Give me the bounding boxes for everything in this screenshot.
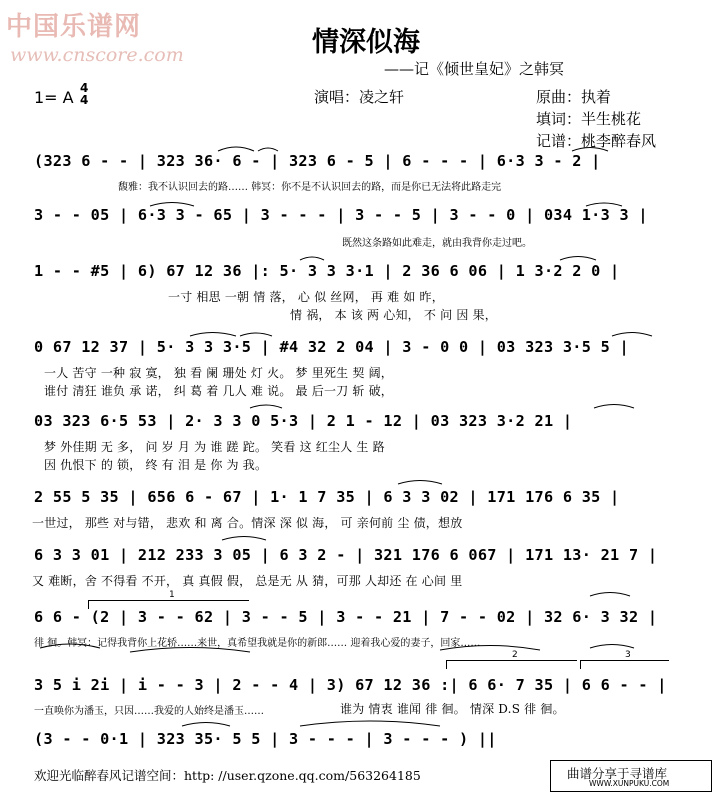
lyrics-line-4a: 一人 苦守 一种 寂 寞， 独 看 阑 珊处 灯 火。 梦 里死生 契 阔，	[44, 366, 394, 380]
narration-line-2: 既然这条路如此难走，就由我背你走过吧。	[342, 238, 532, 249]
volta-label-3: 3	[625, 650, 631, 660]
slur-arc	[612, 333, 652, 337]
lyrics-line-9: 谁为 情衷 谁闻 徘 徊。 情深 D.S 徘 徊。	[340, 702, 565, 716]
slur-arc	[250, 405, 282, 408]
slur-arc	[590, 593, 630, 597]
narration-line-9: 一直唤你为潘玉，只因……我爱的人始终是潘玉……	[34, 706, 264, 717]
footer-source-box	[550, 760, 712, 792]
slur-arc	[240, 333, 272, 336]
slur-arc	[594, 405, 634, 409]
notation-line-4: 0 67 12 37 | 5· 3 3 3·5 | #4 32 2 04 | 3 - 0 0 | 03 323 3·5 5 |	[34, 338, 629, 356]
slur-arc	[300, 721, 440, 726]
key-signature: 1= A	[34, 88, 74, 107]
lyrics-line-6: 一世过， 那些 对与错， 悲欢 和 离 合。情深 深 似 海， 可 亲何前 尘 债，想放	[32, 516, 463, 530]
transcriber-credit: 记谱：桃李醉春风	[536, 132, 657, 150]
notation-line-6: 2 55 5 35 | 656 6 - 67 | 1· 1 7 35 | 6 3 3 02 | 171 176 6 35 |	[34, 488, 620, 506]
lyricist-credit: 填词：半生桃花	[536, 110, 642, 128]
lyrics-line-5a: 梦 外佳期 无 多， 问 岁 月 为 谁 蹉 跎。 笑看 这 红尘人 生 路	[44, 440, 385, 454]
volta-bracket-2	[446, 650, 577, 669]
notation-line-10: (3 - - 0·1 | 323 35· 5 5 | 3 - - - | 3 - - - ) ||	[34, 730, 497, 748]
lyrics-line-3a: 一寸 相思 一朝 情 落， 心 似 丝网， 再 难 如 昨，	[168, 290, 444, 304]
volta-label-2: 2	[512, 650, 518, 660]
lyrics-line-4b: 谁付 清狂 谁负 承 诺， 纠 葛 着 几人 难 说。 最 后一刀 斩 破，	[44, 384, 394, 398]
slur-arc	[222, 537, 266, 541]
narration-line-8: 徘 徊。韩冥：记得我背你上花轿……来世，真希望我就是你的新郎…… 迎着我心爱的妻子，回家……	[34, 638, 481, 649]
singer-credit: 演唱：凌之轩	[314, 88, 405, 106]
lyrics-line-5b: 因 仇恨下 的 锁， 终 有 泪 是 你 为 我。	[44, 458, 268, 472]
notation-line-7: 6 3 3 01 | 212 233 3 05 | 6 3 2 - | 321 176 6 067 | 171 13· 21 7 |	[34, 546, 658, 564]
song-subtitle: ——记《倾世皇妃》之韩冥	[384, 60, 565, 78]
site-url-watermark: www.cnscore.com	[10, 44, 184, 66]
lyrics-line-7: 又 难断，舍 不得看 不开， 真 真假 假， 总是无 从 猜，可那 人却还 在 心间 里	[32, 574, 463, 588]
slur-arc	[218, 147, 254, 151]
notation-line-1: (323 6 - - | 323 36· 6 - | 323 6 - 5 | 6 - - - | 6·3 3 - 2 |	[34, 152, 601, 170]
footer-link-text[interactable]: 欢迎光临醉春风记谱空间：http: //user.qzone.qq.com/563264185	[34, 768, 421, 783]
meter-top: 4	[80, 81, 89, 95]
lyrics-line-3b: 情 祸， 本 该 两 心知， 不 问 因 果，	[290, 308, 497, 322]
footer-box-title: 曲谱分享于寻谱库	[567, 766, 668, 781]
notation-line-8: 6 6 - (2 | 3 - - 62 | 3 - - 5 | 3 - - 21 | 7 - - 02 | 32 6· 3 32 |	[34, 608, 658, 626]
slur-arc	[258, 148, 278, 151]
notation-line-5: 03 323 6·5 53 | 2· 3 3 0 5·3 | 2 1 - 12 | 03 323 3·2 21 |	[34, 412, 573, 430]
notation-line-3: 1 - - #5 | 6) 67 12 36 |: 5· 3 3 3·1 | 2 36 6 06 | 1 3·2 2 0 |	[34, 262, 620, 280]
meter-bottom: 4	[80, 93, 89, 107]
notation-line-9: 3 5 i 2i | i - - 3 | 2 - - 4 | 3) 67 12 36 :| 6 6· 7 35 | 6 6 - - |	[34, 676, 667, 694]
volta-bracket-3	[580, 650, 669, 669]
slur-arc	[190, 333, 236, 337]
slur-arc	[300, 257, 324, 260]
song-title: 情深似海	[312, 27, 420, 58]
footer-box-url: WWW.XUNPUKU.COM	[589, 779, 670, 788]
volta-label-1: 1	[169, 590, 175, 600]
original-credit: 原曲：执着	[536, 88, 612, 106]
narration-line-1: 馥雅：我不认识回去的路…… 韩冥：你不是不认识回去的路，而是你已无法将此路走完	[118, 182, 502, 193]
slur-arc	[590, 645, 634, 649]
site-logo: 中国乐谱网	[6, 12, 142, 42]
notation-line-2: 3 - - 05 | 6·3 3 - 65 | 3 - - - | 3 - - 5 | 3 - - 0 | 034 1·3 3 |	[34, 206, 648, 224]
slur-arc	[572, 148, 608, 152]
slur-arc	[182, 723, 230, 727]
slur-arc	[398, 481, 442, 485]
slur-arc	[560, 257, 596, 261]
